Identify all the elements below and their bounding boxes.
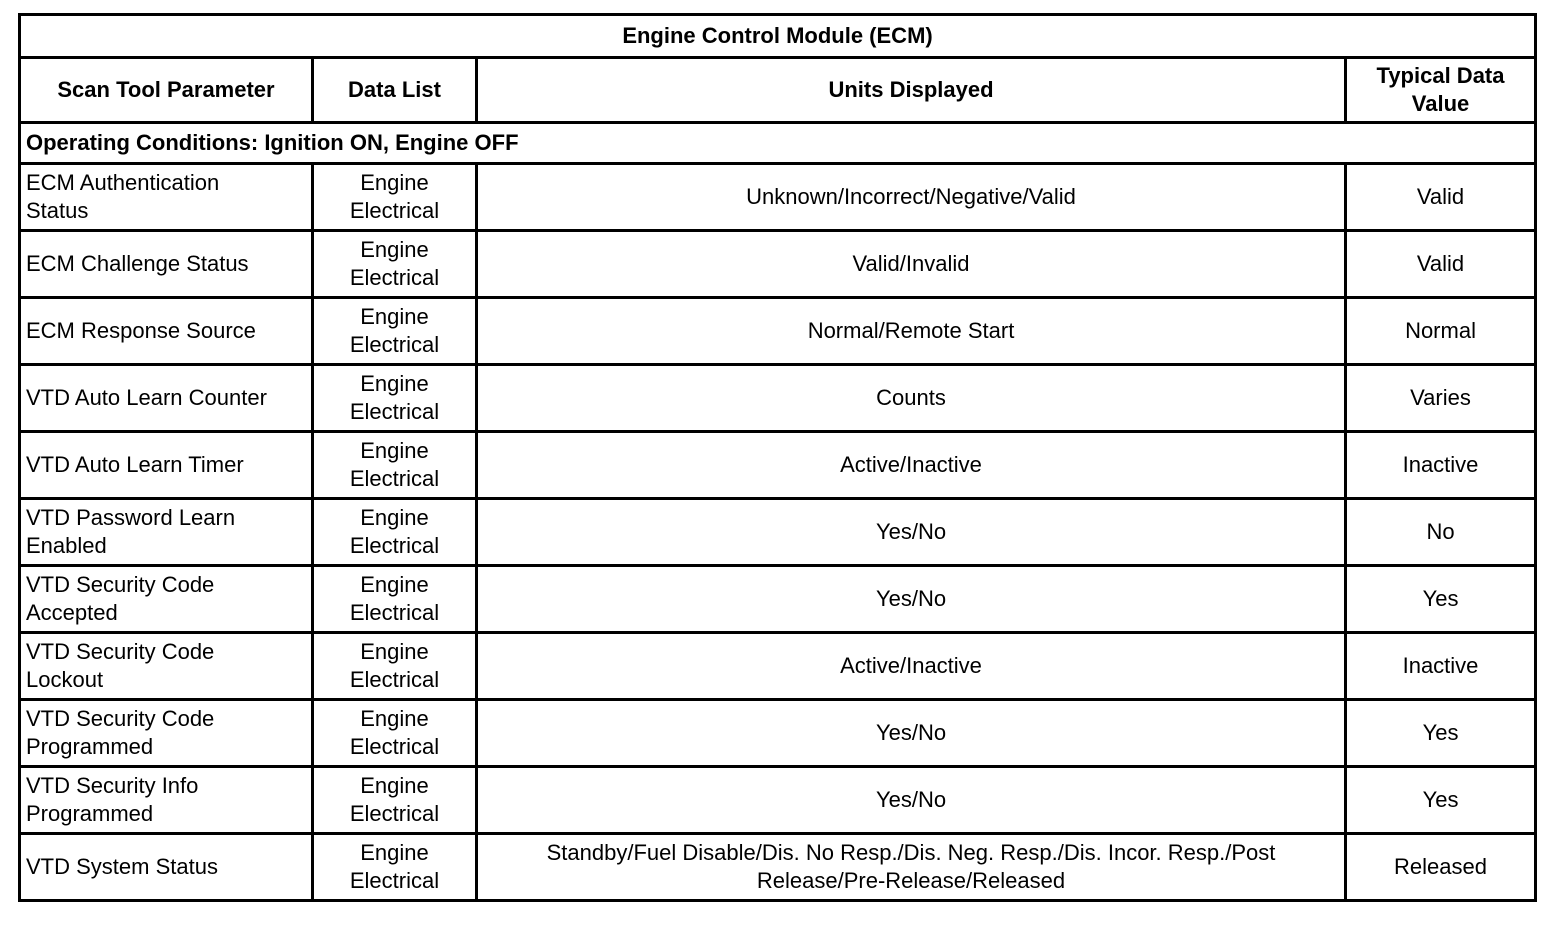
cell-parameter-line1: VTD Auto Learn Timer (26, 452, 244, 477)
cell-data-list-line1: Engine (360, 639, 429, 664)
cell-data-list-line2: Electrical (349, 868, 440, 893)
table-title-row (20, 15, 1536, 58)
cell-units-displayed (477, 164, 1346, 231)
cell-units-displayed-line1: Yes/No (875, 519, 947, 544)
cell-data-list-line2: Electrical (349, 600, 440, 625)
cell-typical-value-line1: Inactive (1402, 452, 1479, 477)
table-row (20, 432, 1536, 499)
cell-typical-value (1346, 365, 1536, 432)
cell-parameter (20, 365, 313, 432)
cell-data-list-line1: Engine (360, 773, 429, 798)
cell-data-list (313, 566, 477, 633)
cell-parameter (20, 700, 313, 767)
cell-data-list-line2: Electrical (349, 667, 440, 692)
header-typical-data-value (1346, 58, 1536, 123)
cell-parameter (20, 566, 313, 633)
cell-units-displayed (477, 566, 1346, 633)
operating-conditions: Operating Conditions: Ignition ON, Engine OFF (20, 123, 1536, 164)
cell-data-list-line2: Electrical (349, 533, 440, 558)
cell-data-list-line2: Electrical (349, 801, 440, 826)
cell-units-displayed (477, 700, 1346, 767)
cell-typical-value-line1: Yes (1422, 586, 1459, 611)
header-scan-tool-parameter: Scan Tool Parameter (20, 58, 313, 123)
cell-parameter-line1: VTD Security Code (26, 572, 215, 597)
cell-data-list-line1: Engine (360, 572, 429, 597)
cell-data-list (313, 298, 477, 365)
cell-units-displayed (477, 365, 1346, 432)
cell-units-displayed-line1: Standby/Fuel Disable/Dis. No Resp./Dis. Neg. Resp./Dis. Incor. Resp./Post (546, 840, 1276, 865)
cell-units-displayed-line1: Counts (876, 385, 946, 410)
cell-data-list-line1: Engine (360, 505, 429, 530)
table-row (20, 566, 1536, 633)
table-row (20, 365, 1536, 432)
cell-typical-value (1346, 298, 1536, 365)
cell-parameter-line2: Accepted (26, 600, 118, 625)
cell-data-list-line2: Electrical (349, 734, 440, 759)
cell-parameter-line1: VTD System Status (26, 854, 218, 879)
table-row (20, 633, 1536, 700)
table-title: Engine Control Module (ECM) (20, 15, 1536, 58)
cell-units-displayed-line2: Release/Pre-Release/Released (756, 868, 1066, 893)
operating-conditions-row (20, 123, 1536, 164)
cell-typical-value (1346, 633, 1536, 700)
cell-data-list (313, 432, 477, 499)
cell-units-displayed-line1: Active/Inactive (840, 653, 982, 678)
cell-data-list-line2: Electrical (349, 265, 440, 290)
cell-parameter (20, 834, 313, 901)
cell-parameter (20, 164, 313, 231)
header-units-displayed: Units Displayed (477, 58, 1346, 123)
cell-typical-value-line1: Valid (1416, 184, 1465, 209)
cell-data-list-line2: Electrical (349, 399, 440, 424)
cell-parameter-line1: ECM Response Source (26, 318, 256, 343)
header-data-list: Data List (313, 58, 477, 123)
cell-units-displayed-line1: Active/Inactive (840, 452, 982, 477)
cell-parameter-line2: Status (26, 198, 89, 223)
cell-data-list-line2: Electrical (349, 198, 440, 223)
column-header-row (20, 58, 1536, 123)
cell-typical-value-line1: Yes (1422, 720, 1459, 745)
cell-parameter (20, 298, 313, 365)
cell-data-list (313, 834, 477, 901)
cell-typical-value (1346, 700, 1536, 767)
cell-units-displayed (477, 432, 1346, 499)
cell-data-list (313, 633, 477, 700)
cell-parameter-line1: VTD Password Learn (26, 505, 236, 530)
cell-units-displayed (477, 499, 1346, 566)
header-value-line2: Value (1411, 91, 1470, 116)
cell-units-displayed (477, 231, 1346, 298)
cell-data-list-line1: Engine (360, 237, 429, 262)
table-row (20, 834, 1536, 901)
cell-parameter-line2: Lockout (26, 667, 104, 692)
cell-typical-value (1346, 231, 1536, 298)
cell-parameter-line2: Programmed (26, 801, 154, 826)
cell-data-list-line2: Electrical (349, 466, 440, 491)
cell-data-list-line1: Engine (360, 706, 429, 731)
cell-typical-value-line1: Valid (1416, 251, 1465, 276)
cell-units-displayed-line1: Normal/Remote Start (807, 318, 1015, 343)
cell-data-list-line1: Engine (360, 840, 429, 865)
cell-data-list-line1: Engine (360, 304, 429, 329)
table-row (20, 298, 1536, 365)
cell-parameter-line1: VTD Auto Learn Counter (26, 385, 267, 410)
table-row (20, 164, 1536, 231)
header-value-line1: Typical Data (1376, 63, 1505, 88)
cell-parameter-line1: VTD Security Code (26, 639, 215, 664)
cell-typical-value (1346, 164, 1536, 231)
cell-data-list (313, 231, 477, 298)
cell-parameter (20, 767, 313, 834)
cell-parameter-line2: Programmed (26, 734, 154, 759)
cell-parameter-line1: VTD Security Info (26, 773, 199, 798)
cell-typical-value-line1: Released (1394, 854, 1487, 879)
cell-parameter-line1: ECM Challenge Status (26, 251, 249, 276)
cell-parameter-line2: Enabled (26, 533, 107, 558)
cell-units-displayed-line1: Valid/Invalid (852, 251, 970, 276)
cell-typical-value (1346, 432, 1536, 499)
table-row (20, 767, 1536, 834)
cell-parameter-line1: VTD Security Code (26, 706, 215, 731)
cell-data-list (313, 365, 477, 432)
cell-data-list (313, 767, 477, 834)
cell-typical-value-line1: Inactive (1402, 653, 1479, 678)
cell-units-displayed (477, 767, 1346, 834)
cell-typical-value (1346, 767, 1536, 834)
cell-units-displayed-line1: Yes/No (875, 720, 947, 745)
cell-data-list-line1: Engine (360, 170, 429, 195)
table-row (20, 231, 1536, 298)
cell-units-displayed-line1: Yes/No (875, 586, 947, 611)
cell-units-displayed-line1: Unknown/Incorrect/Negative/Valid (746, 184, 1076, 209)
cell-data-list (313, 700, 477, 767)
cell-parameter (20, 499, 313, 566)
ecm-data-table (18, 13, 1537, 902)
table-row (20, 700, 1536, 767)
cell-typical-value-line1: Yes (1422, 787, 1459, 812)
cell-data-list (313, 164, 477, 231)
table-row (20, 499, 1536, 566)
cell-typical-value (1346, 834, 1536, 901)
cell-typical-value-line1: Normal (1405, 318, 1476, 343)
cell-typical-value (1346, 499, 1536, 566)
cell-data-list-line1: Engine (360, 371, 429, 396)
cell-parameter (20, 432, 313, 499)
cell-parameter (20, 633, 313, 700)
cell-units-displayed (477, 633, 1346, 700)
cell-parameter (20, 231, 313, 298)
cell-units-displayed (477, 298, 1346, 365)
cell-data-list-line2: Electrical (349, 332, 440, 357)
cell-units-displayed (477, 834, 1346, 901)
cell-typical-value-line1: No (1426, 519, 1455, 544)
cell-typical-value-line1: Varies (1410, 385, 1471, 410)
cell-data-list-line1: Engine (360, 438, 429, 463)
cell-units-displayed-line1: Yes/No (875, 787, 947, 812)
cell-parameter-line1: ECM Authentication (26, 170, 220, 195)
cell-data-list (313, 499, 477, 566)
cell-typical-value (1346, 566, 1536, 633)
